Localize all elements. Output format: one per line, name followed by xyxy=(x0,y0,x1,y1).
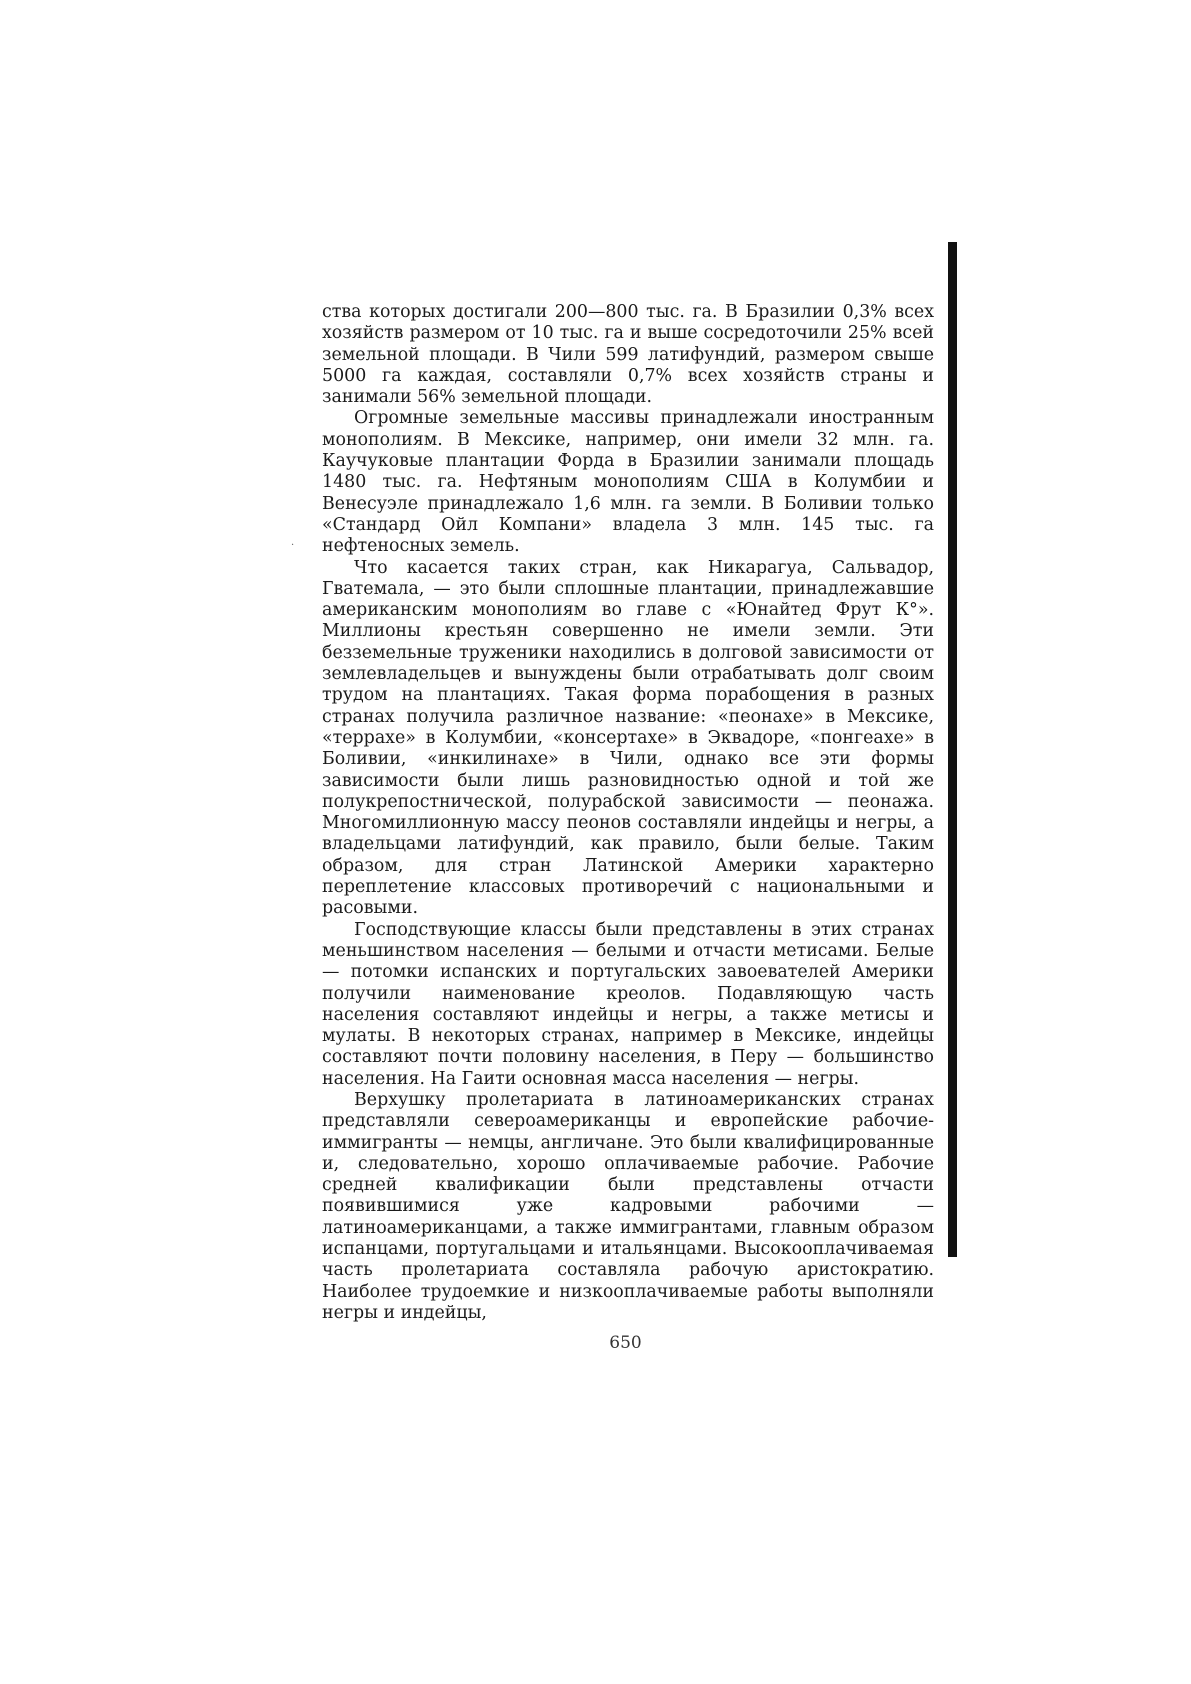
paragraph-5: Верхушку пролетариата в латиноамериканских странах представляли североамериканцы и европейские рабочие-иммигранты — немцы, англичане. Это были квалифицированные и, следовательно, хорошо оплачиваемые рабочие. Рабочие средней квалификации были представлены отчасти появившимися уже кадровыми рабочими — латиноамериканцами, а также иммигрантами, главным образом испанцами, португальцами и итальянцами. Высокооплачиваемая часть пролетариата составляла рабочую аристократию. Наиболее трудоемкие и низкооплачиваемые работы выполняли негры и индейцы, xyxy=(322,1089,934,1323)
page-body xyxy=(322,302,934,1324)
page-edge-shadow xyxy=(948,242,957,1257)
paragraph-2: Огромные земельные массивы принадлежали иностранным монополиям. В Мексике, например, они имели 32 млн. га. Каучуковые плантации Форда в Бразилии занимали площадь 1480 тыс. га. Нефтяным монополиям США в Колумбии и Венесуэле принадлежало 1,6 млн. га земли. В Боливии только «Стандард Ойл Компани» владела 3 млн. 145 тыс. га нефтеносных земель. xyxy=(322,408,934,557)
paragraph-4: Господствующие классы были представлены в этих странах меньшинством населения — белыми и отчасти метисами. Белые — потомки испанских и португальских завоевателей Америки получили наименование креолов. Подавляющую часть населения составляют индейцы и негры, а также метисы и мулаты. В некоторых странах, например в Мексике, индейцы составляют почти половину населения, в Перу — большинство населения. На Гаити основная масса населения — негры. xyxy=(322,919,934,1089)
paragraph-3: Что касается таких стран, как Никарагуа, Сальвадор, Гватемала, — это были сплошные плантации, принадлежавшие американским монополиям во главе с «Юнайтед Фрут К°». Миллионы крестьян совершенно не имели земли. Эти безземельные труженики находились в долговой зависимости от землевладельцев и вынуждены были отрабатывать долг своим трудом на плантациях. Такая форма порабощения в разных странах получила различное название: «пеонахе» в Мексике, «террахе» в Колумбии, «консертахе» в Эквадоре, «понгеахе» в Боливии, «инкилинахе» в Чили, однако все эти формы зависимости были лишь разновидностью одной и той же полукрепостнической, полурабской зависимости — пеонажа. Многомиллионную массу пеонов составляли индейцы и негры, а владельцами латифундий, как правило, были белые. Таким образом, для стран Латинской Америки характерно переплетение классовых противоречий с национальными и расовыми. xyxy=(322,557,934,919)
page-number: 650 xyxy=(609,1333,642,1353)
stray-mark: · xyxy=(291,540,295,551)
paragraph-1: ства которых достигали 200—800 тыс. га. В Бразилии 0,3% всех хозяйств размером от 10 тыс. га и выше сосредоточили 25% всей земельной площади. В Чили 599 латифундий, размером свыше 5000 га каждая, составляли 0,7% всех хозяйств страны и занимали 56% земельной площади. xyxy=(322,302,934,408)
